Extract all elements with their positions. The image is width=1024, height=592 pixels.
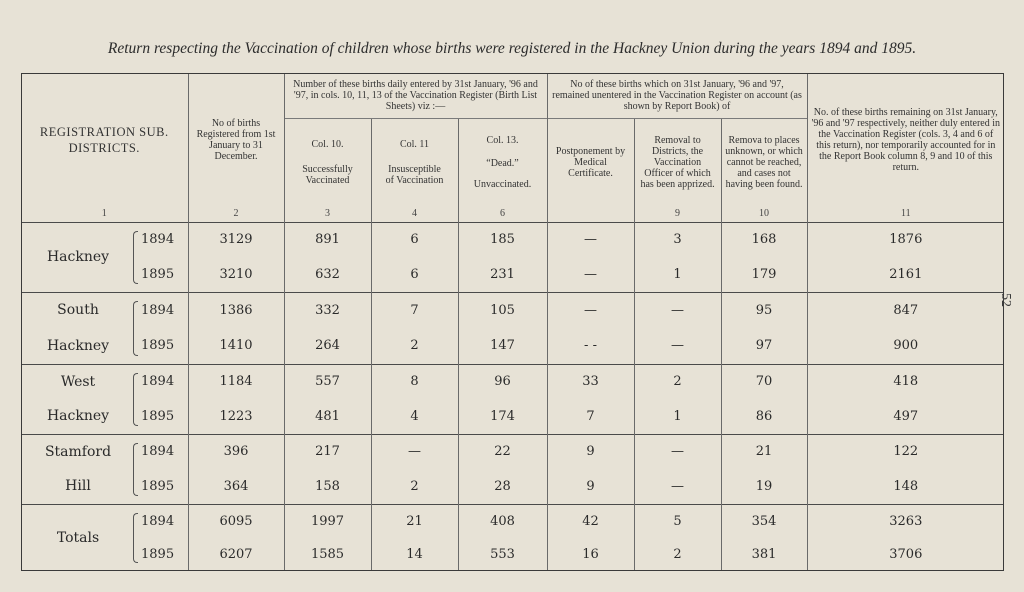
data-cell: 97 xyxy=(721,328,807,364)
data-cell: — xyxy=(634,328,721,364)
data-cell: 1585 xyxy=(284,538,371,571)
data-cell: 332 xyxy=(284,292,371,328)
data-cell: 3 xyxy=(634,222,721,257)
data-cell: 2 xyxy=(634,538,721,571)
data-cell: 231 xyxy=(458,257,547,292)
column-number: 2 xyxy=(188,206,284,222)
data-cell: 1876 xyxy=(807,222,1004,257)
year-cell: 1894 xyxy=(135,222,188,257)
data-cell: 5 xyxy=(634,504,721,538)
data-cell: 3706 xyxy=(807,538,1004,571)
data-cell: 7 xyxy=(371,292,458,328)
data-cell: 28 xyxy=(458,469,547,504)
column-number: 4 xyxy=(371,206,458,222)
data-cell: — xyxy=(371,434,458,469)
year-cell: 1895 xyxy=(135,328,188,364)
data-cell: 364 xyxy=(188,469,284,504)
data-cell: 96 xyxy=(458,364,547,399)
data-cell: 1184 xyxy=(188,364,284,399)
data-cell: 95 xyxy=(721,292,807,328)
data-cell: 1 xyxy=(634,399,721,434)
header-group-unentered: No of these births which on 31st January, '96 and '97, remained unentered in the Vaccination Register on account (as shown by Report Book) of xyxy=(547,73,807,118)
header-col10: Col. 10. Successfully Vaccinated xyxy=(284,118,371,206)
data-cell: 2 xyxy=(634,364,721,399)
data-cell: 179 xyxy=(721,257,807,292)
header-group-entered: Number of these births daily entered by 31st January, '96 and '97, in cols. 10, 11, 13 of the Vaccination Register (Birth List Sheets) viz :— xyxy=(284,73,547,118)
data-cell: — xyxy=(634,469,721,504)
data-cell: 70 xyxy=(721,364,807,399)
data-cell: 33 xyxy=(547,364,634,399)
data-cell: 122 xyxy=(807,434,1004,469)
year-cell: 1895 xyxy=(135,257,188,292)
header-removal: Removal to Districts, the Vaccination Officer of which has been apprized. xyxy=(634,118,721,206)
data-cell: 3263 xyxy=(807,504,1004,538)
data-cell: 408 xyxy=(458,504,547,538)
data-cell: 42 xyxy=(547,504,634,538)
data-cell: 6095 xyxy=(188,504,284,538)
data-cell: 4 xyxy=(371,399,458,434)
data-cell: 1 xyxy=(634,257,721,292)
data-cell: 9 xyxy=(547,434,634,469)
data-cell: 557 xyxy=(284,364,371,399)
totals-label: Totals xyxy=(56,529,100,546)
data-cell: — xyxy=(547,257,634,292)
year-cell: 1895 xyxy=(135,399,188,434)
year-cell: 1894 xyxy=(135,364,188,399)
data-cell: 264 xyxy=(284,328,371,364)
year-cell: 1894 xyxy=(135,434,188,469)
data-cell: 354 xyxy=(721,504,807,538)
column-number: 1 xyxy=(101,208,107,220)
header-remaining: No. of these births remaining on 31st January, '96 and '97 respectively, neither duly entered in the Vaccination Register (cols. 3, 4 and 6 of this return), nor temporarily accounted for in the Report Book column 8, 9 and 10 of this return. xyxy=(807,73,1004,206)
district-name: South xyxy=(57,302,99,319)
district-name: Hill xyxy=(65,478,91,495)
data-cell: 481 xyxy=(284,399,371,434)
data-cell: 2 xyxy=(371,469,458,504)
data-cell: 22 xyxy=(458,434,547,469)
data-cell: 16 xyxy=(547,538,634,571)
data-cell: 1997 xyxy=(284,504,371,538)
column-number: 10 xyxy=(721,206,807,222)
page-number: 52 xyxy=(998,293,1013,307)
column-number: 9 xyxy=(634,206,721,222)
data-cell: 847 xyxy=(807,292,1004,328)
data-cell: 6 xyxy=(371,257,458,292)
data-cell: — xyxy=(547,292,634,328)
header-col11: Col. 11 Insusceptible of Vaccination xyxy=(371,118,458,206)
data-cell: 891 xyxy=(284,222,371,257)
data-cell: — xyxy=(634,434,721,469)
column-number: 11 xyxy=(807,206,1004,222)
header-postponement: Postponement by Medical Certificate. xyxy=(547,118,634,206)
data-cell: 418 xyxy=(807,364,1004,399)
header-births: No of births Registered from 1st January to 31 December. xyxy=(188,73,284,206)
data-cell: 632 xyxy=(284,257,371,292)
column-number: 6 xyxy=(458,206,547,222)
data-cell: 168 xyxy=(721,222,807,257)
data-cell: 21 xyxy=(371,504,458,538)
column-number: 3 xyxy=(284,206,371,222)
data-cell: 2 xyxy=(371,328,458,364)
district-name: Hackney xyxy=(46,408,110,425)
data-cell: 9 xyxy=(547,469,634,504)
table-frame xyxy=(21,73,1004,571)
data-cell: 1386 xyxy=(188,292,284,328)
document-title: Return respecting the Vaccination of children whose births were registered in the Hackney Union during the years 1894 and 1895. xyxy=(107,40,917,57)
data-cell: 396 xyxy=(188,434,284,469)
header-districts: REGISTRATION SUB. DISTRICTS. xyxy=(39,124,169,155)
year-cell: 1894 xyxy=(135,504,188,538)
data-cell: 7 xyxy=(547,399,634,434)
data-cell: 497 xyxy=(807,399,1004,434)
data-cell: 900 xyxy=(807,328,1004,364)
data-cell: — xyxy=(547,222,634,257)
data-cell: 148 xyxy=(807,469,1004,504)
data-cell: 147 xyxy=(458,328,547,364)
data-cell: 86 xyxy=(721,399,807,434)
header-removal-unknown: Remova to places unknown, or which cannot be reached, and cases not having been found. xyxy=(721,118,807,206)
data-cell: 8 xyxy=(371,364,458,399)
data-cell: 381 xyxy=(721,538,807,571)
data-cell: 185 xyxy=(458,222,547,257)
data-cell: 1410 xyxy=(188,328,284,364)
data-cell: 158 xyxy=(284,469,371,504)
district-name: West xyxy=(60,373,96,390)
data-cell: 553 xyxy=(458,538,547,571)
header-col13: Col. 13. “Dead.” Unvaccinated. xyxy=(458,118,547,206)
data-cell: 105 xyxy=(458,292,547,328)
data-cell: 2161 xyxy=(807,257,1004,292)
data-cell: 6207 xyxy=(188,538,284,571)
data-cell: 3210 xyxy=(188,257,284,292)
year-cell: 1895 xyxy=(135,469,188,504)
year-cell: 1894 xyxy=(135,292,188,328)
district-name: Stamford xyxy=(44,443,112,460)
data-cell: - - xyxy=(547,328,634,364)
data-cell: 1223 xyxy=(188,399,284,434)
data-cell: 19 xyxy=(721,469,807,504)
year-cell: 1895 xyxy=(135,538,188,571)
data-cell: 3129 xyxy=(188,222,284,257)
district-name: Hackney xyxy=(46,249,110,265)
data-cell: 14 xyxy=(371,538,458,571)
data-cell: 6 xyxy=(371,222,458,257)
data-cell: 174 xyxy=(458,399,547,434)
district-name: Hackney xyxy=(46,337,110,354)
data-cell: 21 xyxy=(721,434,807,469)
data-cell: — xyxy=(634,292,721,328)
data-cell: 217 xyxy=(284,434,371,469)
